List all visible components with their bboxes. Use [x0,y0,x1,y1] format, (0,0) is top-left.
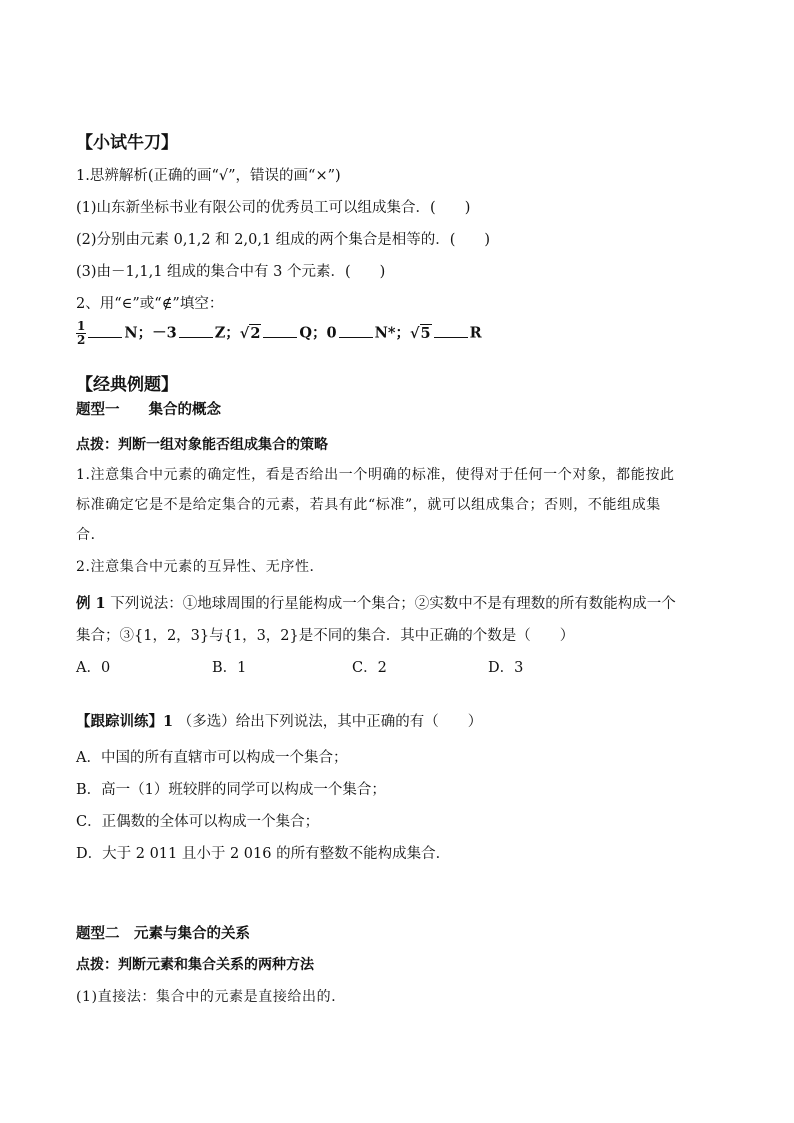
training-1-question [76,710,482,731]
blank-5[interactable] [434,336,468,338]
training-1-option-d: D．大于 2 011 且小于 2 016 的所有整数不能构成集合． [76,846,451,862]
example-1-option-d: D．3 [488,660,524,676]
example-1-option-c: C．2 [352,660,387,676]
fill-part-2: Z； [214,324,240,342]
training-1-label: 【跟踪训练】1 [76,713,174,730]
example-1-options [76,656,523,677]
training-1-text: （多选）给出下列说法，其中正确的有（ ） [173,714,483,730]
section-title-examples: 【经典例题】 [76,375,178,395]
example-1-option-b: B．1 [212,660,247,676]
question-2-fill-line [76,320,482,347]
blank-4[interactable] [339,336,373,338]
fill-part-5: R [469,324,482,342]
example-1-label: 例 1 [76,595,106,612]
training-1-option-c: C．正偶数的全体可以构成一个集合； [76,814,320,830]
tip-1-para-1-line-1: 1.注意集合中元素的确定性，看是否给出一个明确的标准，使得对于任何一个对象，都能按此 [76,467,675,483]
tip-2-heading: 点拨：判断元素和集合关系的两种方法 [76,957,314,973]
type-1-heading: 题型一 集合的概念 [76,401,221,418]
example-1-line-2: 集合；③{1，2，3}与{1，3，2}是不同的集合．其中正确的个数是（ ） [76,628,575,644]
example-1-text-1: 下列说法：①地球周围的行星能构成一个集合；②实数中不是有理数的所有数能构成一个 [105,596,676,612]
tip-2-para-1: (1)直接法：集合中的元素是直接给出的． [76,989,346,1005]
question-1-item-3: (3)由－1,1,1 组成的集合中有 3 个元素．( ) [76,264,386,280]
blank-1[interactable] [88,336,122,338]
example-1-option-a: A．0 [76,660,111,676]
sqrt-2: √2 [239,324,261,342]
question-1-intro: 1.思辨解析(正确的画“√”，错误的画“×”) [76,168,341,184]
fill-part-3: Q；0 [299,324,337,342]
training-1-option-b: B．高一（1）班较胖的同学可以构成一个集合； [76,782,386,798]
fill-part-4: N*； [374,324,410,342]
section-title-practice: 【小试牛刀】 [76,133,178,153]
type-2-heading: 题型二 元素与集合的关系 [76,925,250,942]
example-1-line-1 [76,592,676,613]
fraction-denominator: 2 [77,333,86,347]
fraction-numerator: 1 [77,319,86,333]
question-2-intro: 2、用“∈”或“∉”填空： [76,296,224,312]
tip-1-heading: 点拨：判断一组对象能否组成集合的策略 [76,437,328,453]
sqrt-5: √5 [410,324,431,342]
fill-part-1: N；－3 [124,324,177,342]
tip-1-para-1-line-2: 标准确定它是不是给定集合的元素，若具有此“标准”，就可以组成集合；否则，不能组成集 [76,497,661,513]
tip-1-para-1-line-3: 合． [76,527,106,543]
blank-3[interactable] [263,336,297,338]
question-1-item-1: (1)山东新坐标书业有限公司的优秀员工可以组成集合．( ) [76,200,471,216]
training-1-option-a: A．中国的所有直辖市可以构成一个集合； [76,750,348,766]
blank-2[interactable] [179,336,213,338]
fraction-one-half [76,320,86,347]
tip-1-para-2: 2.注意集合中元素的互异性、无序性． [76,559,325,575]
question-1-item-2: (2)分别由元素 0,1,2 和 2,0,1 组成的两个集合是相等的．( ) [76,232,491,248]
